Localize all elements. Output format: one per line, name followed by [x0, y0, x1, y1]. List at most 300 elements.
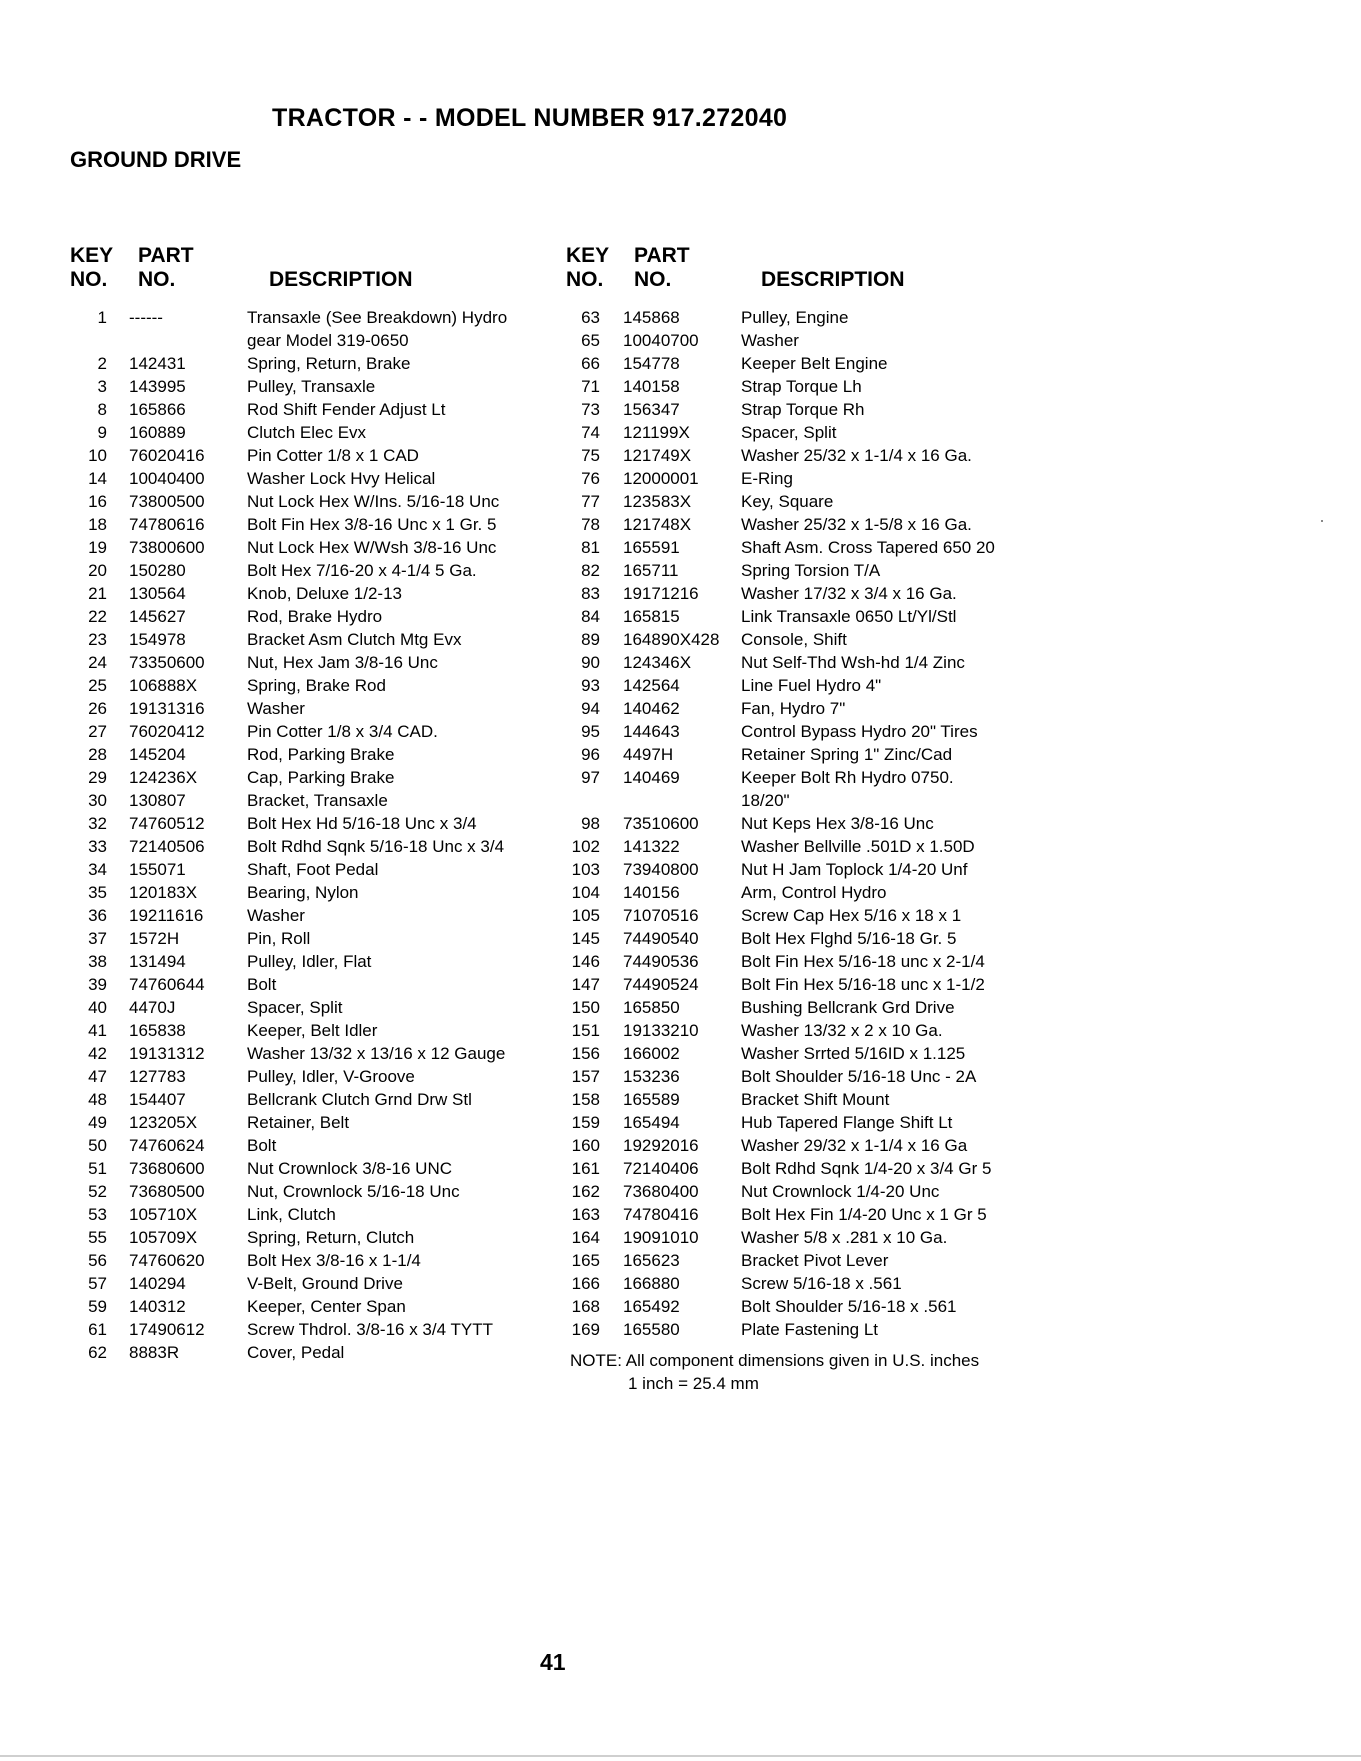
part-description: Screw 5/16-18 x .561: [741, 1274, 902, 1293]
part-description: Screw Thdrol. 3/8-16 x 3/4 TYTT: [247, 1320, 493, 1339]
key-number: 166: [571, 1274, 600, 1293]
part-number: 165711: [623, 561, 679, 580]
key-number: 14: [88, 469, 107, 488]
key-number: 103: [571, 860, 600, 879]
table-row: [70, 490, 550, 513]
part-number: 71070516: [623, 906, 699, 925]
table-row: [70, 1318, 550, 1341]
table-row: [70, 927, 550, 950]
key-number: 65: [581, 331, 600, 350]
part-number: 140312: [129, 1297, 186, 1316]
header-part-line2: NO.: [634, 268, 672, 291]
table-row: [566, 720, 1046, 743]
part-description: Shaft Asm. Cross Tapered 650 20: [741, 538, 995, 557]
key-number: 105: [571, 906, 600, 925]
part-description: Pin Cotter 1/8 x 3/4 CAD.: [247, 722, 438, 741]
table-row: [70, 329, 550, 352]
part-description: Nut, Hex Jam 3/8-16 Unc: [247, 653, 438, 672]
part-description: Nut Crownlock 1/4-20 Unc: [741, 1182, 940, 1201]
key-number: 9: [97, 423, 107, 442]
key-number: 89: [581, 630, 600, 649]
part-description: Control Bypass Hydro 20" Tires: [741, 722, 978, 741]
part-description: Bolt Shoulder 5/16-18 x .561: [741, 1297, 957, 1316]
part-number: 74490524: [623, 975, 699, 994]
column-header: [70, 244, 550, 296]
part-description: Bolt Hex Hd 5/16-18 Unc x 3/4: [247, 814, 477, 833]
section-heading: GROUND DRIVE: [70, 147, 242, 172]
note-line-2: 1 inch = 25.4 mm: [628, 1374, 759, 1393]
table-row: [70, 536, 550, 559]
key-number: 20: [88, 561, 107, 580]
part-description: Bushing Bellcrank Grd Drive: [741, 998, 955, 1017]
part-number: 1572H: [129, 929, 180, 948]
key-number: 52: [88, 1182, 107, 1201]
table-row: [566, 467, 1046, 490]
part-number: 105710X: [129, 1205, 198, 1224]
key-number: 162: [571, 1182, 600, 1201]
part-description: Nut Lock Hex W/Wsh 3/8-16 Unc: [247, 538, 497, 557]
key-number: 168: [571, 1297, 600, 1316]
part-description: Spring Torsion T/A: [741, 561, 881, 580]
table-row: [566, 927, 1046, 950]
table-row: [566, 1318, 1046, 1341]
part-number: 19131312: [129, 1044, 205, 1063]
part-number: 144643: [623, 722, 680, 741]
header-part-line1: PART: [138, 244, 194, 267]
table-row: [566, 973, 1046, 996]
part-description: Washer 29/32 x 1-1/4 x 16 Ga: [741, 1136, 968, 1155]
part-number: 73680400: [623, 1182, 699, 1201]
table-row: [70, 1111, 550, 1134]
table-row: [566, 329, 1046, 352]
part-number: 141322: [623, 837, 680, 856]
key-number: 53: [88, 1205, 107, 1224]
part-description: Link, Clutch: [247, 1205, 336, 1224]
part-number: 4497H: [623, 745, 674, 764]
table-row: [566, 1042, 1046, 1065]
table-row: [566, 1180, 1046, 1203]
table-row: [70, 1134, 550, 1157]
page-title: TRACTOR - - MODEL NUMBER 917.272040: [272, 104, 788, 132]
key-number: 30: [88, 791, 107, 810]
part-number: 76020416: [129, 446, 205, 465]
key-number: 98: [581, 814, 600, 833]
key-number: 25: [88, 676, 107, 695]
key-number: 27: [88, 722, 107, 741]
part-number: 123583X: [623, 492, 692, 511]
key-number: 76: [581, 469, 600, 488]
part-number: 165494: [623, 1113, 680, 1132]
header-key-line1: KEY: [70, 244, 114, 267]
part-number: 165580: [623, 1320, 680, 1339]
part-description: Screw Cap Hex 5/16 x 18 x 1: [741, 906, 962, 925]
part-number: 74780616: [129, 515, 205, 534]
key-number: 160: [571, 1136, 600, 1155]
table-row: [70, 1341, 550, 1364]
part-number: 165623: [623, 1251, 680, 1270]
header-part-line1: PART: [634, 244, 690, 267]
part-description: Bracket Asm Clutch Mtg Evx: [247, 630, 462, 649]
key-number: 61: [88, 1320, 107, 1339]
key-number: 159: [571, 1113, 600, 1132]
part-description: Fan, Hydro 7": [741, 699, 846, 718]
part-number: 17490612: [129, 1320, 205, 1339]
table-row: [566, 1157, 1046, 1180]
table-row: [566, 766, 1046, 789]
key-number: 66: [581, 354, 600, 373]
part-number: 19091010: [623, 1228, 699, 1247]
part-description: Bracket, Transaxle: [247, 791, 388, 810]
part-number: 12000001: [623, 469, 699, 488]
table-row: [70, 1180, 550, 1203]
part-description: Keeper, Center Span: [247, 1297, 406, 1316]
part-number: 165591: [623, 538, 680, 557]
key-number: 156: [571, 1044, 600, 1063]
table-row: [566, 1249, 1046, 1272]
part-number: 165838: [129, 1021, 186, 1040]
key-number: 102: [571, 837, 600, 856]
part-number: 4470J: [129, 998, 176, 1017]
part-description: Bolt Rdhd Sqnk 5/16-18 Unc x 3/4: [247, 837, 505, 856]
key-number: 29: [88, 768, 107, 787]
key-number: 77: [581, 492, 600, 511]
table-row: [70, 1295, 550, 1318]
part-description: Clutch Elec Evx: [247, 423, 367, 442]
part-number: 140294: [129, 1274, 186, 1293]
part-description: Washer 5/8 x .281 x 10 Ga.: [741, 1228, 948, 1247]
header-description: DESCRIPTION: [761, 268, 905, 291]
part-description: Plate Fastening Lt: [741, 1320, 879, 1339]
key-number: 35: [88, 883, 107, 902]
page-number: 41: [540, 1649, 566, 1675]
part-number: 130807: [129, 791, 186, 810]
part-description: Knob, Deluxe 1/2-13: [247, 584, 402, 603]
key-number: 90: [581, 653, 600, 672]
table-row: [70, 904, 550, 927]
part-number: 153236: [623, 1067, 680, 1086]
part-description: Nut Lock Hex W/Ins. 5/16-18 Unc: [247, 492, 500, 511]
part-description: Washer 25/32 x 1-1/4 x 16 Ga.: [741, 446, 972, 465]
key-number: 37: [88, 929, 107, 948]
part-number: 156347: [623, 400, 680, 419]
key-number: 83: [581, 584, 600, 603]
part-number: 19131316: [129, 699, 205, 718]
table-row: [566, 789, 1046, 812]
part-description: Bolt Fin Hex 3/8-16 Unc x 1 Gr. 5: [247, 515, 497, 534]
page-bottom-edge: [0, 1755, 1361, 1757]
table-row: [566, 904, 1046, 927]
table-row: [70, 1157, 550, 1180]
key-number: 151: [571, 1021, 600, 1040]
table-row: [70, 582, 550, 605]
part-number: 74760624: [129, 1136, 205, 1155]
key-number: 40: [88, 998, 107, 1017]
part-number: 74760644: [129, 975, 205, 994]
part-number: 8883R: [129, 1343, 180, 1362]
table-row: [566, 559, 1046, 582]
table-row: [566, 536, 1046, 559]
key-number: 48: [88, 1090, 107, 1109]
parts-list-left: [70, 306, 550, 1364]
part-description: Nut, Crownlock 5/16-18 Unc: [247, 1182, 460, 1201]
part-number: 73510600: [623, 814, 699, 833]
part-number: 127783: [129, 1067, 186, 1086]
part-number: 120183X: [129, 883, 198, 902]
part-description: E-Ring: [741, 469, 793, 488]
part-description: Link Transaxle 0650 Lt/Yl/Stl: [741, 607, 957, 626]
key-number: 78: [581, 515, 600, 534]
parts-list-right: [566, 306, 1046, 1341]
part-description: Pulley, Engine: [741, 308, 849, 327]
key-number: 59: [88, 1297, 107, 1316]
table-row: [70, 1226, 550, 1249]
key-number: 150: [571, 998, 600, 1017]
part-number: 106888X: [129, 676, 198, 695]
key-number: 157: [571, 1067, 600, 1086]
table-row: [566, 490, 1046, 513]
part-description: Arm, Control Hydro: [741, 883, 887, 902]
table-row: [70, 789, 550, 812]
table-row: [566, 398, 1046, 421]
key-number: 94: [581, 699, 600, 718]
key-number: 51: [88, 1159, 107, 1178]
part-number: 140158: [623, 377, 680, 396]
part-number: 140469: [623, 768, 680, 787]
part-description: Pulley, Idler, V-Groove: [247, 1067, 415, 1086]
table-row: [566, 1019, 1046, 1042]
key-number: 33: [88, 837, 107, 856]
table-row: [566, 1295, 1046, 1318]
part-number: 10040400: [129, 469, 205, 488]
part-description: Washer: [247, 906, 305, 925]
key-number: 81: [581, 538, 600, 557]
column-header: [566, 244, 1046, 296]
part-number: 121199X: [623, 423, 690, 442]
key-number: 8: [97, 400, 107, 419]
part-description: Bolt Rdhd Sqnk 1/4-20 x 3/4 Gr 5: [741, 1159, 992, 1178]
part-number: 160889: [129, 423, 186, 442]
part-number: ------: [129, 308, 163, 327]
header-description: DESCRIPTION: [269, 268, 413, 291]
table-row: [566, 835, 1046, 858]
part-number: 73800500: [129, 492, 205, 511]
key-number: 62: [88, 1343, 107, 1362]
part-number: 74780416: [623, 1205, 699, 1224]
table-row: [70, 674, 550, 697]
part-description: Transaxle (See Breakdown) Hydro: [247, 308, 508, 327]
table-row: [70, 306, 550, 329]
part-description: Bolt: [247, 975, 277, 994]
key-number: 24: [88, 653, 107, 672]
part-description: Rod, Brake Hydro: [247, 607, 383, 626]
part-description: Keeper Belt Engine: [741, 354, 888, 373]
part-description: Pin Cotter 1/8 x 1 CAD: [247, 446, 419, 465]
part-description: Rod Shift Fender Adjust Lt: [247, 400, 446, 419]
part-number: 76020412: [129, 722, 205, 741]
header-key-line2: NO.: [566, 268, 604, 291]
part-number: 154778: [623, 354, 680, 373]
part-description: Line Fuel Hydro 4": [741, 676, 882, 695]
part-number: 154978: [129, 630, 186, 649]
part-number: 155071: [129, 860, 186, 879]
key-number: 57: [88, 1274, 107, 1293]
key-number: 16: [88, 492, 107, 511]
key-number: 93: [581, 676, 600, 695]
part-number: 166880: [623, 1274, 680, 1293]
scan-speck: [1321, 520, 1323, 522]
table-row: [70, 697, 550, 720]
part-number: 165850: [623, 998, 680, 1017]
table-row: [70, 1042, 550, 1065]
key-number: 56: [88, 1251, 107, 1270]
part-description: Hub Tapered Flange Shift Lt: [741, 1113, 953, 1132]
key-number: 19: [88, 538, 107, 557]
table-row: [70, 559, 550, 582]
part-number: 130564: [129, 584, 186, 603]
part-number: 154407: [129, 1090, 186, 1109]
part-description: Washer Bellville .501D x 1.50D: [741, 837, 975, 856]
key-number: 18: [88, 515, 107, 534]
key-number: 161: [571, 1159, 600, 1178]
table-row: [70, 513, 550, 536]
table-row: [70, 628, 550, 651]
table-row: [566, 697, 1046, 720]
parts-column-right: [566, 244, 1046, 1341]
part-description: Cap, Parking Brake: [247, 768, 395, 787]
part-description: Washer 17/32 x 3/4 x 16 Ga.: [741, 584, 957, 603]
part-description: V-Belt, Ground Drive: [247, 1274, 403, 1293]
table-row: [70, 651, 550, 674]
part-number: 19133210: [623, 1021, 699, 1040]
part-number: 145868: [623, 308, 680, 327]
part-description: Nut Crownlock 3/8-16 UNC: [247, 1159, 453, 1178]
key-number: 169: [571, 1320, 600, 1339]
table-row: [70, 467, 550, 490]
table-row: [70, 973, 550, 996]
part-number: 165866: [129, 400, 186, 419]
part-number: 165589: [623, 1090, 680, 1109]
key-number: 74: [581, 423, 600, 442]
key-number: 75: [581, 446, 600, 465]
part-number: 124236X: [129, 768, 198, 787]
part-number: 73800600: [129, 538, 205, 557]
part-number: 145627: [129, 607, 186, 626]
part-number: 164890X428: [623, 630, 720, 649]
part-description: Spacer, Split: [247, 998, 343, 1017]
key-number: 36: [88, 906, 107, 925]
key-number: 163: [571, 1205, 600, 1224]
table-row: [70, 996, 550, 1019]
part-description: 18/20": [741, 791, 790, 810]
part-description: Retainer, Belt: [247, 1113, 350, 1132]
part-number: 166002: [623, 1044, 680, 1063]
part-description: Retainer Spring 1" Zinc/Cad: [741, 745, 953, 764]
table-row: [70, 743, 550, 766]
table-row: [566, 375, 1046, 398]
table-row: [70, 1272, 550, 1295]
part-description: Nut Self-Thd Wsh-hd 1/4 Zinc: [741, 653, 965, 672]
key-number: 26: [88, 699, 107, 718]
key-number: 95: [581, 722, 600, 741]
table-row: [566, 881, 1046, 904]
note-line-1: NOTE: All component dimensions given in U.S. inches: [570, 1351, 980, 1370]
part-description: Bearing, Nylon: [247, 883, 359, 902]
table-row: [70, 1249, 550, 1272]
table-row: [566, 306, 1046, 329]
table-row: [566, 1226, 1046, 1249]
table-row: [566, 605, 1046, 628]
part-number: 143995: [129, 377, 186, 396]
table-row: [70, 766, 550, 789]
key-number: 42: [88, 1044, 107, 1063]
part-number: 72140506: [129, 837, 205, 856]
table-row: [566, 858, 1046, 881]
part-description: Keeper Bolt Rh Hydro 0750.: [741, 768, 954, 787]
key-number: 164: [571, 1228, 600, 1247]
table-row: [70, 444, 550, 467]
table-row: [566, 444, 1046, 467]
part-number: 165492: [623, 1297, 680, 1316]
part-description: Nut H Jam Toplock 1/4-20 Unf: [741, 860, 968, 879]
part-description: Bolt Hex Fin 1/4-20 Unc x 1 Gr 5: [741, 1205, 987, 1224]
key-number: 21: [88, 584, 107, 603]
key-number: 32: [88, 814, 107, 833]
header-key-line2: NO.: [70, 268, 108, 291]
part-description: Bolt Shoulder 5/16-18 Unc - 2A: [741, 1067, 977, 1086]
part-description: Bolt Hex 3/8-16 x 1-1/4: [247, 1251, 421, 1270]
part-description: Spring, Return, Clutch: [247, 1228, 415, 1247]
part-description: Keeper, Belt Idler: [247, 1021, 378, 1040]
part-number: 124346X: [623, 653, 692, 672]
table-row: [70, 605, 550, 628]
part-number: 19211616: [129, 906, 204, 925]
part-description: Washer Lock Hvy Helical: [247, 469, 436, 488]
part-number: 131494: [129, 952, 186, 971]
part-number: 73940800: [623, 860, 699, 879]
table-row: [566, 674, 1046, 697]
part-description: Washer: [741, 331, 799, 350]
table-row: [566, 1111, 1046, 1134]
key-number: 73: [581, 400, 600, 419]
part-description: Nut Keps Hex 3/8-16 Unc: [741, 814, 934, 833]
part-number: 165815: [623, 607, 680, 626]
part-number: 121748X: [623, 515, 692, 534]
table-row: [70, 398, 550, 421]
part-description: Spring, Return, Brake: [247, 354, 411, 373]
key-number: 63: [581, 308, 600, 327]
part-number: 140156: [623, 883, 680, 902]
table-row: [70, 858, 550, 881]
key-number: 39: [88, 975, 107, 994]
part-number: 140462: [623, 699, 680, 718]
key-number: 97: [581, 768, 600, 787]
part-description: Bracket Pivot Lever: [741, 1251, 889, 1270]
key-number: 55: [88, 1228, 107, 1247]
key-number: 146: [571, 952, 600, 971]
table-row: [70, 812, 550, 835]
table-row: [70, 881, 550, 904]
table-row: [566, 1203, 1046, 1226]
table-row: [566, 582, 1046, 605]
part-number: 142431: [129, 354, 186, 373]
table-row: [70, 1203, 550, 1226]
part-description: Console, Shift: [741, 630, 847, 649]
key-number: 84: [581, 607, 600, 626]
header-part-line2: NO.: [138, 268, 176, 291]
part-description: Bolt: [247, 1136, 277, 1155]
key-number: 10: [88, 446, 107, 465]
part-description: Cover, Pedal: [247, 1343, 345, 1362]
